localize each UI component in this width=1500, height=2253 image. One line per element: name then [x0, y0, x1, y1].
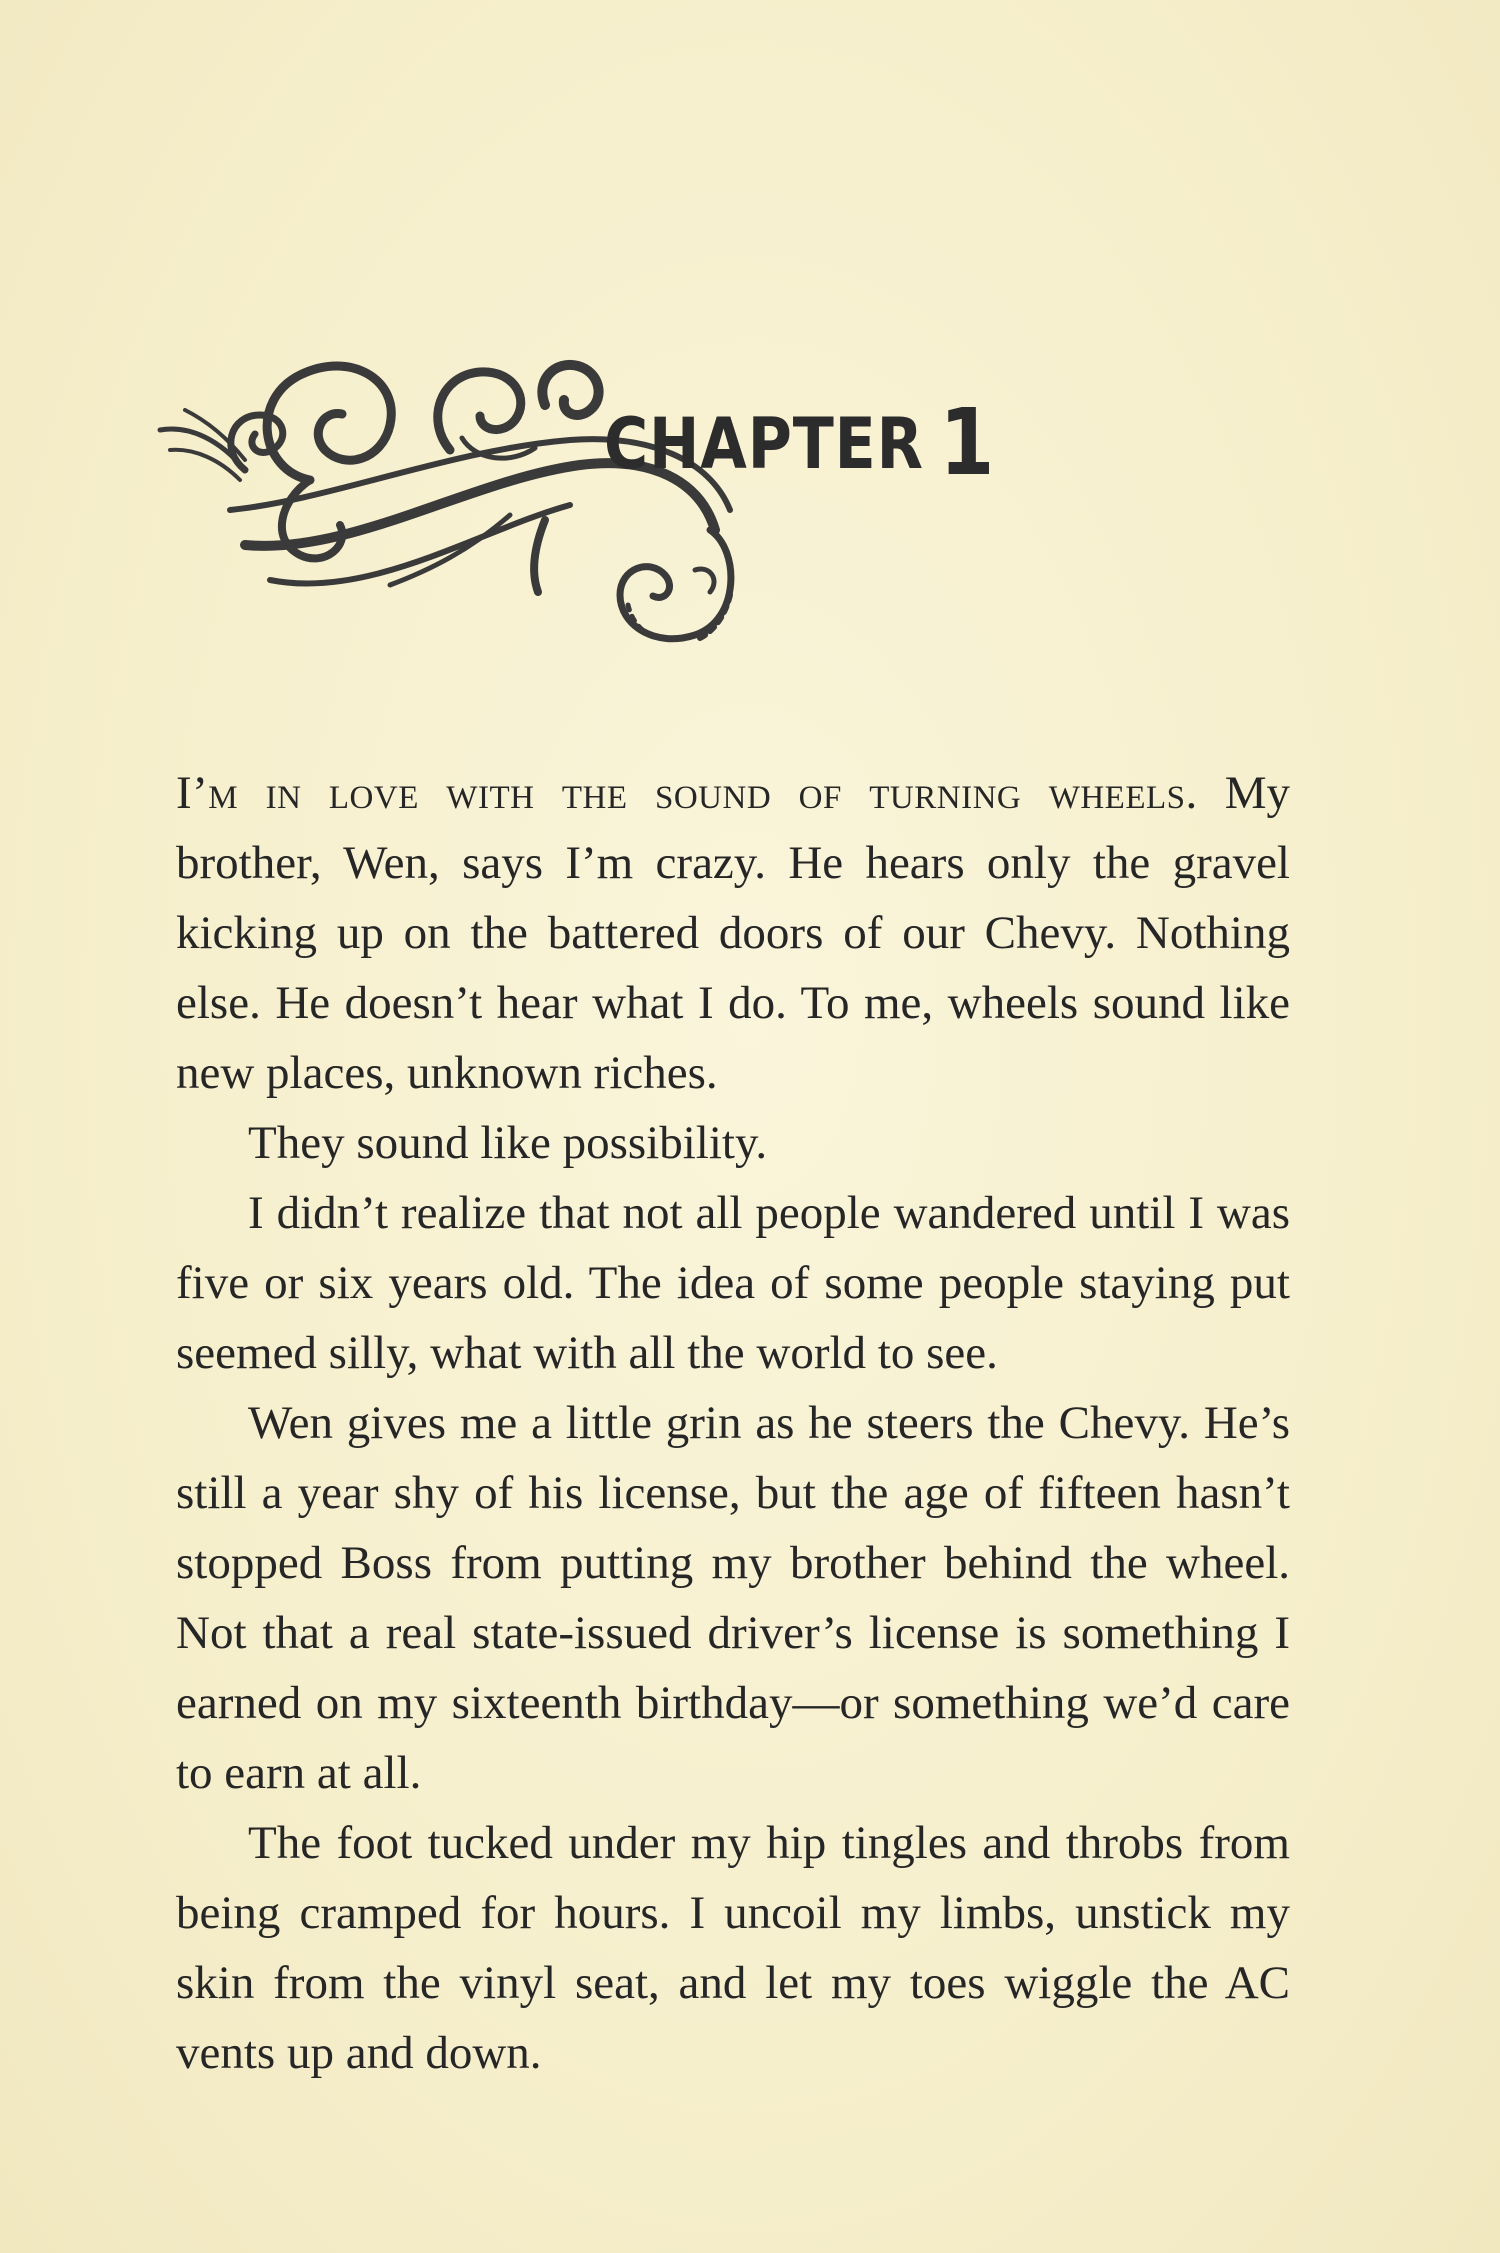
- chapter-number: 1: [939, 389, 996, 496]
- paragraph: [176, 758, 1290, 1108]
- opening-line-small-caps: I’m in love with the sound of turning wheels.: [176, 767, 1198, 819]
- paragraph: They sound like possibility.: [248, 1117, 768, 1169]
- paragraph: I didn’t realize that not all people wandered until I was five or six years old. The idea of some people staying put seemed silly, what with all the world to see.: [176, 1187, 1290, 1379]
- chapter-label: CHAPTER: [604, 403, 924, 485]
- chapter-heading: [604, 383, 996, 496]
- paragraph: Wen gives me a little grin as he steers the Chevy. He’s still a year shy of his license, but the age of fifteen hasn’t stopped Boss from putting my brother behind the wheel. Not that a real state-issued driver’s license is something I earned on my sixteenth birthday—or something we’d care to earn at all.: [176, 1397, 1290, 1799]
- paragraph-text: My brother, Wen, says I’m crazy. He hears only the gravel kicking up on the battered doors of our Chevy. Nothing else. He doesn’t hear what I do. To me, wheels sound like new places, unknown riches.: [176, 767, 1290, 1099]
- chapter-body-text: [176, 758, 1290, 2088]
- paragraph: The foot tucked under my hip tingles and throbs from being cramped for hours. I uncoil my limbs, unstick my skin from the vinyl seat, and let my toes wiggle the AC vents up and down.: [176, 1817, 1290, 2079]
